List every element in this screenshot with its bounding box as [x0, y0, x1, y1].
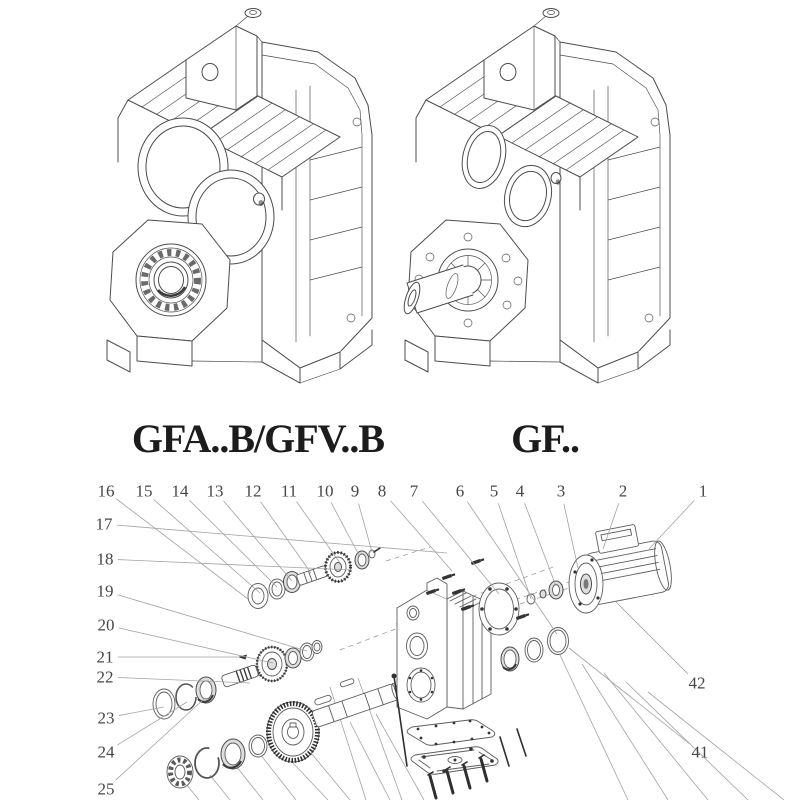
- leader-line-11: [297, 502, 340, 563]
- leader-line-20: [119, 628, 273, 663]
- leader-line-4: [525, 503, 556, 586]
- seal-group: [153, 677, 216, 719]
- callout-number-21: 21: [96, 647, 114, 667]
- leader-line-41: [569, 648, 690, 744]
- leader-line-14: [189, 500, 277, 587]
- gasket: [407, 720, 495, 746]
- callout-number-17: 17: [95, 514, 113, 534]
- callout-number-7: 7: [409, 481, 419, 501]
- callout-number-1: 1: [698, 481, 708, 501]
- key: [314, 695, 332, 706]
- leader-line-8: [391, 501, 452, 571]
- key: [340, 678, 355, 687]
- leader-line-13: [223, 501, 292, 581]
- motor: [549, 519, 675, 613]
- leader-line-17: [117, 525, 447, 553]
- leader-line-16: [116, 499, 248, 599]
- callout-number-4: 4: [515, 481, 525, 501]
- callout-number-6: 6: [455, 481, 465, 501]
- callout-number-10: 10: [316, 481, 334, 501]
- oil-seal: [548, 628, 569, 655]
- callout-number-41: 41: [691, 742, 709, 762]
- top-lifting-lug: [186, 9, 262, 111]
- gearbox-drawing-gf: [401, 9, 670, 384]
- leader-line-9: [358, 504, 372, 552]
- callout-number-24: 24: [97, 742, 115, 762]
- side-panel: [560, 42, 670, 368]
- ring: [312, 641, 322, 654]
- output-shaft: [306, 665, 402, 727]
- callout-number-2: 2: [618, 481, 628, 501]
- leader-line-19: [117, 595, 307, 651]
- exploded-view: [153, 519, 784, 800]
- top-lifting-lug: [484, 9, 560, 111]
- snap-ring: [195, 748, 219, 778]
- callout-number-20: 20: [97, 615, 115, 635]
- leader-line-12: [261, 502, 311, 573]
- leader-line-42: [616, 602, 688, 674]
- callout-number-11: 11: [280, 481, 298, 501]
- nut: [540, 590, 546, 598]
- hollow-shaft-bearing: [110, 220, 230, 341]
- end-cap: [248, 584, 268, 609]
- callout-number-42: 42: [688, 673, 706, 693]
- callout-number-5: 5: [489, 481, 499, 501]
- callout-number-23: 23: [97, 708, 115, 728]
- callout-number-18: 18: [96, 549, 114, 569]
- gearbox-drawing-gfab: [107, 9, 372, 384]
- callout-number-25: 25: [97, 779, 115, 799]
- callout-number-3: 3: [556, 481, 566, 501]
- leader-line-10: [331, 502, 360, 557]
- leader-line-18: [118, 560, 352, 570]
- callout-number-15: 15: [135, 481, 153, 501]
- snap-ring: [176, 684, 196, 710]
- callout-number-12: 12: [244, 481, 262, 501]
- input-flange: [479, 583, 519, 635]
- callout-number-14: 14: [171, 481, 189, 501]
- bolt: [374, 548, 380, 552]
- side-panel: [262, 42, 372, 368]
- leader-line-15: [154, 500, 260, 593]
- intermediate-shaft-assembly: [221, 641, 322, 688]
- shaft-seals: [501, 628, 569, 672]
- callout-number-19: 19: [96, 581, 114, 601]
- helical-gear: [267, 702, 319, 762]
- leader-line-3: [564, 504, 578, 568]
- callout-number-16: 16: [97, 481, 115, 501]
- callout-number-22: 22: [96, 667, 114, 687]
- leader-line-24: [117, 702, 187, 745]
- callout-number-9: 9: [350, 481, 360, 501]
- figure-label-gf: GF..: [511, 416, 579, 461]
- callout-number-13: 13: [206, 481, 224, 501]
- figure-label-gfab: GFA..B/GFV..B: [131, 416, 385, 461]
- leader-line-1: [649, 501, 694, 549]
- callout-number-8: 8: [377, 481, 387, 501]
